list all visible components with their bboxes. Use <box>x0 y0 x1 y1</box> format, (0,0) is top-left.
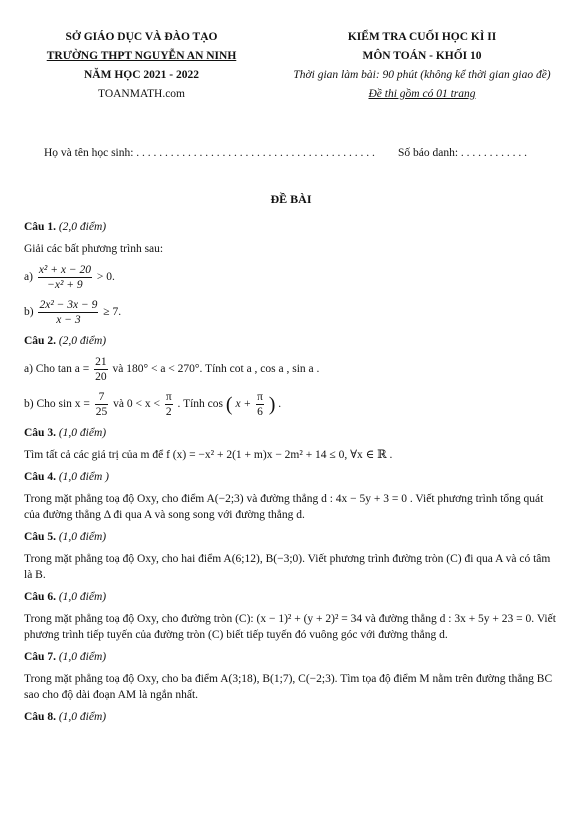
question-1b <box>24 298 558 327</box>
question-3-heading <box>24 425 558 441</box>
student-id-label: Số báo danh: . . . . . . . . . . . . <box>398 147 528 159</box>
text: . <box>278 398 282 411</box>
question-2b <box>24 390 558 419</box>
fraction <box>94 355 108 384</box>
site-name: TOANMATH.com <box>98 88 185 100</box>
relation: > 0. <box>96 271 115 284</box>
question-8-heading <box>24 709 558 725</box>
numerator: π <box>257 391 263 403</box>
question-points: (2,0 điểm) <box>58 221 107 233</box>
school-year: NĂM HỌC 2021 - 2022 <box>84 69 199 81</box>
question-5-heading <box>24 529 558 545</box>
question-1-intro: Giải các bất phương trình sau: <box>24 243 164 255</box>
numerator: 21 <box>95 356 107 368</box>
question-points: (2,0 điểm) <box>58 335 107 347</box>
exam-name: KIỂM TRA CUỐI HỌC KÌ II <box>347 31 497 43</box>
exam-content <box>24 213 558 725</box>
header-left <box>14 28 269 104</box>
denominator: 25 <box>95 406 108 418</box>
part-label: a) <box>24 271 33 284</box>
question-number: Câu 6. <box>24 591 56 603</box>
text: x + <box>235 398 252 411</box>
fraction <box>95 390 109 419</box>
relation: ≥ 7. <box>103 306 122 319</box>
denominator: x − 3 <box>56 314 81 326</box>
numerator: π <box>165 391 172 403</box>
question-points: (1,0 điểm ) <box>58 471 109 483</box>
question-1-heading <box>24 219 558 235</box>
question-number: Câu 2. <box>24 335 56 347</box>
fraction <box>165 390 173 419</box>
student-info <box>44 147 544 159</box>
question-5-text: Trong mặt phẳng toạ độ Oxy, cho hai điểm A(6;12), B(−3;0). Viết phương trình đường tròn (C) đi qua A và có tâm là B. <box>24 553 551 581</box>
question-number: Câu 4. <box>24 471 56 483</box>
numerator: x² + x − 20 <box>38 264 91 276</box>
text: và 180° < a < 270°. Tính cot a , cos a , sin a . <box>112 363 320 376</box>
question-points: (1,0 điểm) <box>58 651 107 663</box>
fraction <box>38 298 98 327</box>
question-4-heading <box>24 469 558 485</box>
denominator: 6 <box>257 406 263 418</box>
text: a) Cho tan a = <box>24 363 90 376</box>
denominator: −x² + 9 <box>47 279 83 291</box>
header-right <box>272 28 572 104</box>
question-4-text: Trong mặt phẳng toạ độ Oxy, cho điểm A(−2;3) và đường thẳng d : 4x − 5y + 3 = 0 . Viết phương trình tổng quát của đường thẳng Δ đi qua A và song song với đường thẳng d. <box>24 493 544 521</box>
paren-close: ) <box>268 393 276 416</box>
text: b) Cho sin x = <box>24 398 90 411</box>
numerator: 2x² − 3x − 9 <box>39 299 98 311</box>
text: . Tính cos <box>177 398 224 411</box>
question-7-text: Trong mặt phẳng toạ độ Oxy, cho ba điểm A(3;18), B(1;7), C(−2;3). Tìm tọa độ điểm M nằm trên đường thẳng BC sao cho độ dài đoạn AM là ngắn nhất. <box>24 673 553 701</box>
question-points: (1,0 điểm) <box>58 591 107 603</box>
question-number: Câu 1. <box>24 221 56 233</box>
question-3-text: Tìm tất cả các giá trị của m để f (x) = −x² + 2(1 + m)x − 2m² + 14 ≤ 0, ∀x ∈ ℝ . <box>24 449 393 461</box>
text: và 0 < x < <box>113 398 160 411</box>
question-points: (1,0 điểm) <box>58 531 107 543</box>
fraction <box>256 390 264 419</box>
dept-name: SỞ GIÁO DỤC VÀ ĐÀO TẠO <box>65 31 218 43</box>
question-number: Câu 7. <box>24 651 56 663</box>
question-number: Câu 3. <box>24 427 56 439</box>
page-count: Đề thi gồm có 01 trang <box>368 88 476 100</box>
page-title: ĐỀ BÀI <box>270 192 312 206</box>
question-1a <box>24 263 558 292</box>
question-6-heading <box>24 589 558 605</box>
denominator: 2 <box>165 406 172 418</box>
question-number: Câu 5. <box>24 531 56 543</box>
question-7-heading <box>24 649 558 665</box>
question-6-text: Trong mặt phẳng toạ độ Oxy, cho đường tròn (C): (x − 1)² + (y + 2)² = 34 và đường thẳng d : 3x + 5y + 23 = 0. Viết phương trình tiếp tuyến của đường tròn (C) biết tiếp tuyến đó vuông góc với đường thẳng d. <box>24 613 556 641</box>
question-2a <box>24 355 558 384</box>
question-points: (1,0 điểm) <box>58 711 107 723</box>
question-number: Câu 8. <box>24 711 56 723</box>
part-label: b) <box>24 306 34 319</box>
denominator: 20 <box>95 371 107 383</box>
student-name-label: Họ và tên học sinh: . . . . . . . . . . . . . . . . . . . . . . . . . . . . . . . . . . . . . . . . . . <box>44 147 375 159</box>
question-points: (1,0 điểm) <box>58 427 107 439</box>
fraction <box>38 263 92 292</box>
numerator: 7 <box>95 390 109 405</box>
school-name: TRƯỜNG THPT NGUYỄN AN NINH <box>46 50 237 62</box>
exam-time: Thời gian làm bài: 90 phút (không kể thời gian giao đề) <box>293 69 551 81</box>
paren-open: ( <box>225 393 233 416</box>
subject-name: MÔN TOÁN - KHỐI 10 <box>362 50 482 62</box>
question-2-heading <box>24 333 558 349</box>
